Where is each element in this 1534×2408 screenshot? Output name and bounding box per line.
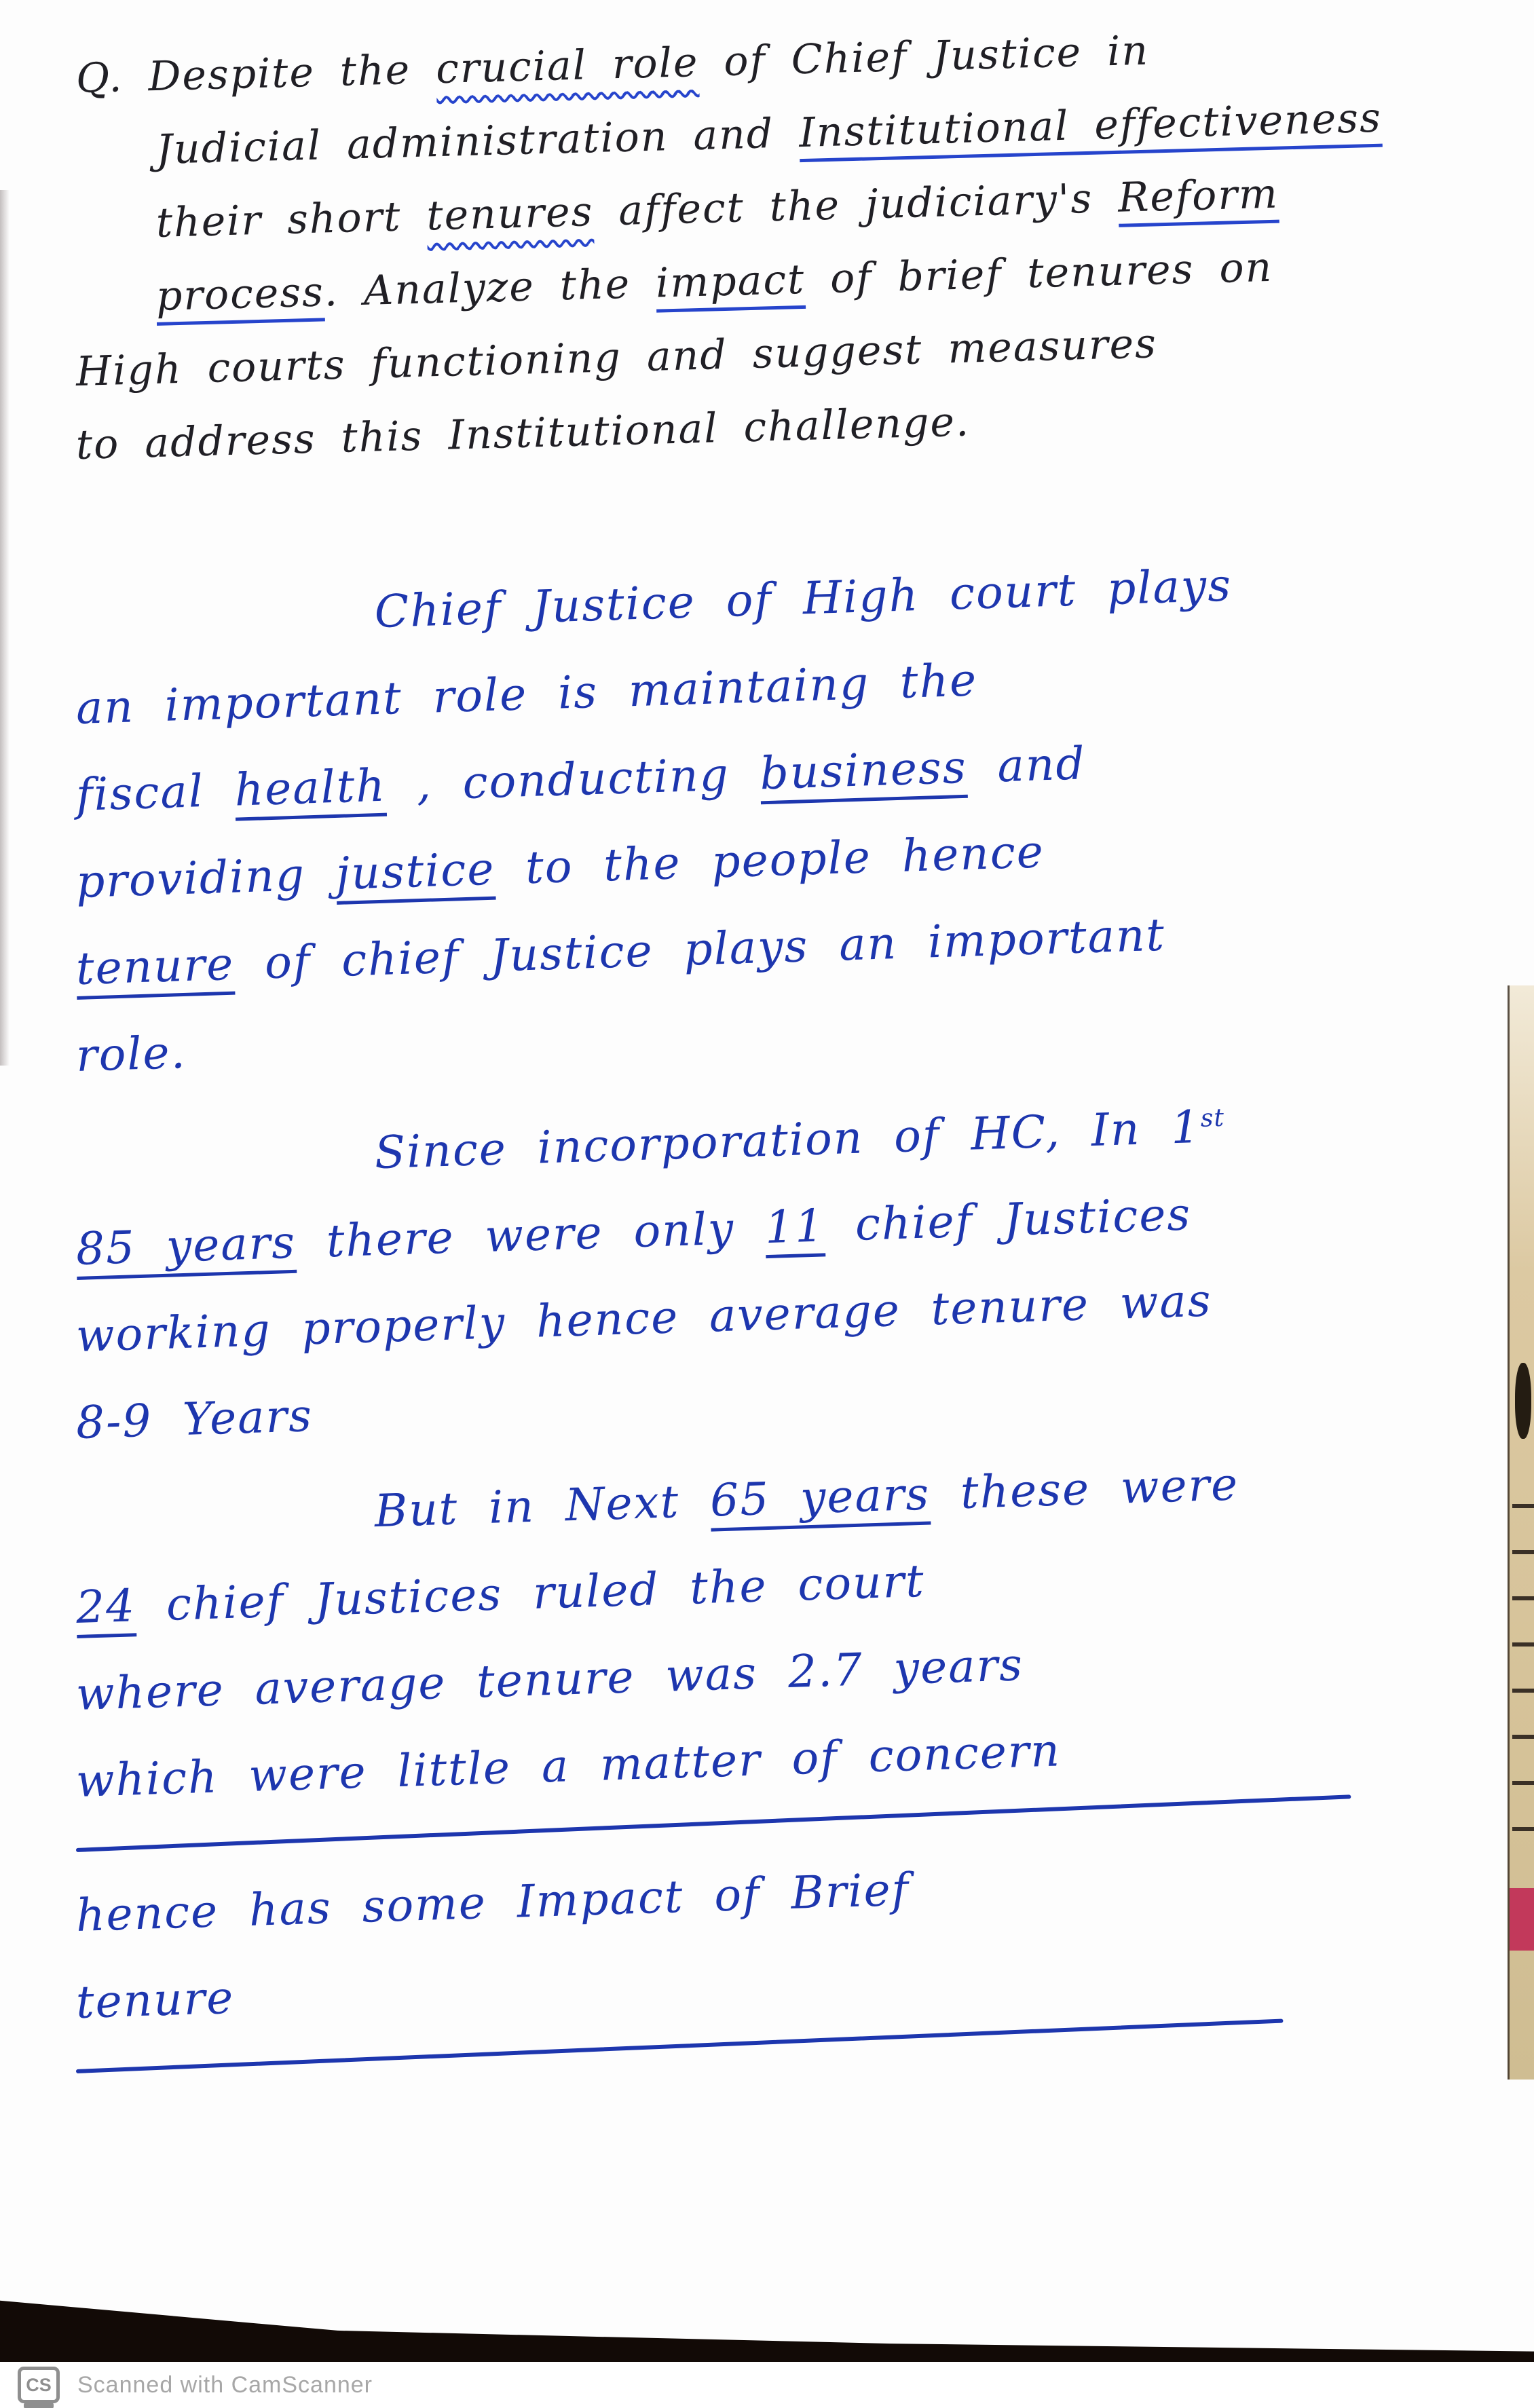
underlined-word: crucial role	[435, 38, 700, 94]
underlying-page-edge	[1508, 985, 1534, 2080]
text-segment: High courts functioning and suggest measures	[75, 320, 1158, 396]
text-segment: where average tenure was 2.7 years	[75, 1638, 1024, 1720]
underlined-word: tenures	[426, 188, 595, 240]
scan-shadow	[0, 2297, 1534, 2362]
underlined-word: Institutional effectiveness	[798, 94, 1383, 157]
underlined-word: tenure	[75, 937, 236, 995]
edge-ruled-marks	[1512, 1462, 1534, 1842]
underlined-word: 85 years	[75, 1216, 297, 1275]
camscanner-text: Scanned with CamScanner	[77, 2371, 373, 2398]
text-segment: providing	[75, 847, 337, 908]
text-segment: and	[966, 737, 1087, 793]
question-block	[75, 26, 1461, 482]
camscanner-logo-icon: CS	[18, 2367, 60, 2403]
text-segment: which were little a matter of concern	[75, 1724, 1062, 1807]
text-segment: fiscal	[75, 764, 236, 821]
text-segment: working properly hence average tenure was	[75, 1274, 1213, 1362]
text-segment: But in Next	[373, 1474, 711, 1538]
text-segment: Judicial administration and	[155, 109, 800, 174]
paper-crease	[0, 190, 10, 1066]
edge-red-mark	[1510, 1888, 1534, 1951]
text-segment: hence has some Impact of Brief	[75, 1863, 911, 1942]
answer-paragraph	[75, 1100, 1474, 1467]
underlined-word: process	[155, 268, 325, 320]
text-segment: Since incorporation of HC, In 1	[373, 1100, 1202, 1180]
handwritten-rule	[76, 2049, 1474, 2084]
answer-block	[75, 559, 1474, 2095]
text-segment: chief Justices ruled the court	[134, 1554, 926, 1632]
text-segment: an important role is maintaing the	[75, 654, 979, 734]
text-segment: , conducting	[385, 747, 761, 812]
text-segment: there were only	[295, 1201, 766, 1268]
edge-ink-blot	[1515, 1363, 1531, 1439]
text-segment: . Analyze the	[323, 259, 657, 316]
text-segment: to the people hence	[494, 825, 1045, 895]
text-segment: these were	[929, 1458, 1240, 1520]
camscanner-footer	[0, 2362, 1534, 2408]
underlined-word: business	[759, 740, 968, 800]
answer-paragraph	[75, 559, 1474, 1099]
underlined-word: 65 years	[709, 1467, 931, 1527]
text-segment: st	[1200, 1102, 1225, 1133]
text-segment: of Chief Justice in	[698, 26, 1150, 86]
text-segment: Chief Justice of High court plays	[373, 559, 1233, 639]
underlined-word: impact	[655, 255, 806, 307]
text-segment: 8-9 Years	[75, 1389, 314, 1449]
text-segment: Q. Despite the	[75, 45, 437, 102]
text-segment: role.	[75, 1026, 187, 1082]
underlined-word: Reform	[1117, 170, 1279, 222]
underlined-word: justice	[335, 842, 496, 900]
underlined-word: 11	[764, 1199, 826, 1254]
text-segment: to address this Institutional challenge.	[75, 398, 971, 469]
text-segment: their short	[155, 192, 428, 247]
text-segment: of brief tenures on	[804, 243, 1273, 303]
text-segment: tenure	[75, 1971, 236, 2029]
underlined-word: health	[233, 759, 387, 816]
underlined-word: 24	[75, 1579, 137, 1634]
answer-paragraph	[75, 1458, 1474, 2084]
text-segment: chief Justices	[823, 1188, 1193, 1252]
text-segment: of chief Justice plays an important	[233, 908, 1167, 990]
text-segment: affect the judiciary's	[593, 174, 1119, 236]
